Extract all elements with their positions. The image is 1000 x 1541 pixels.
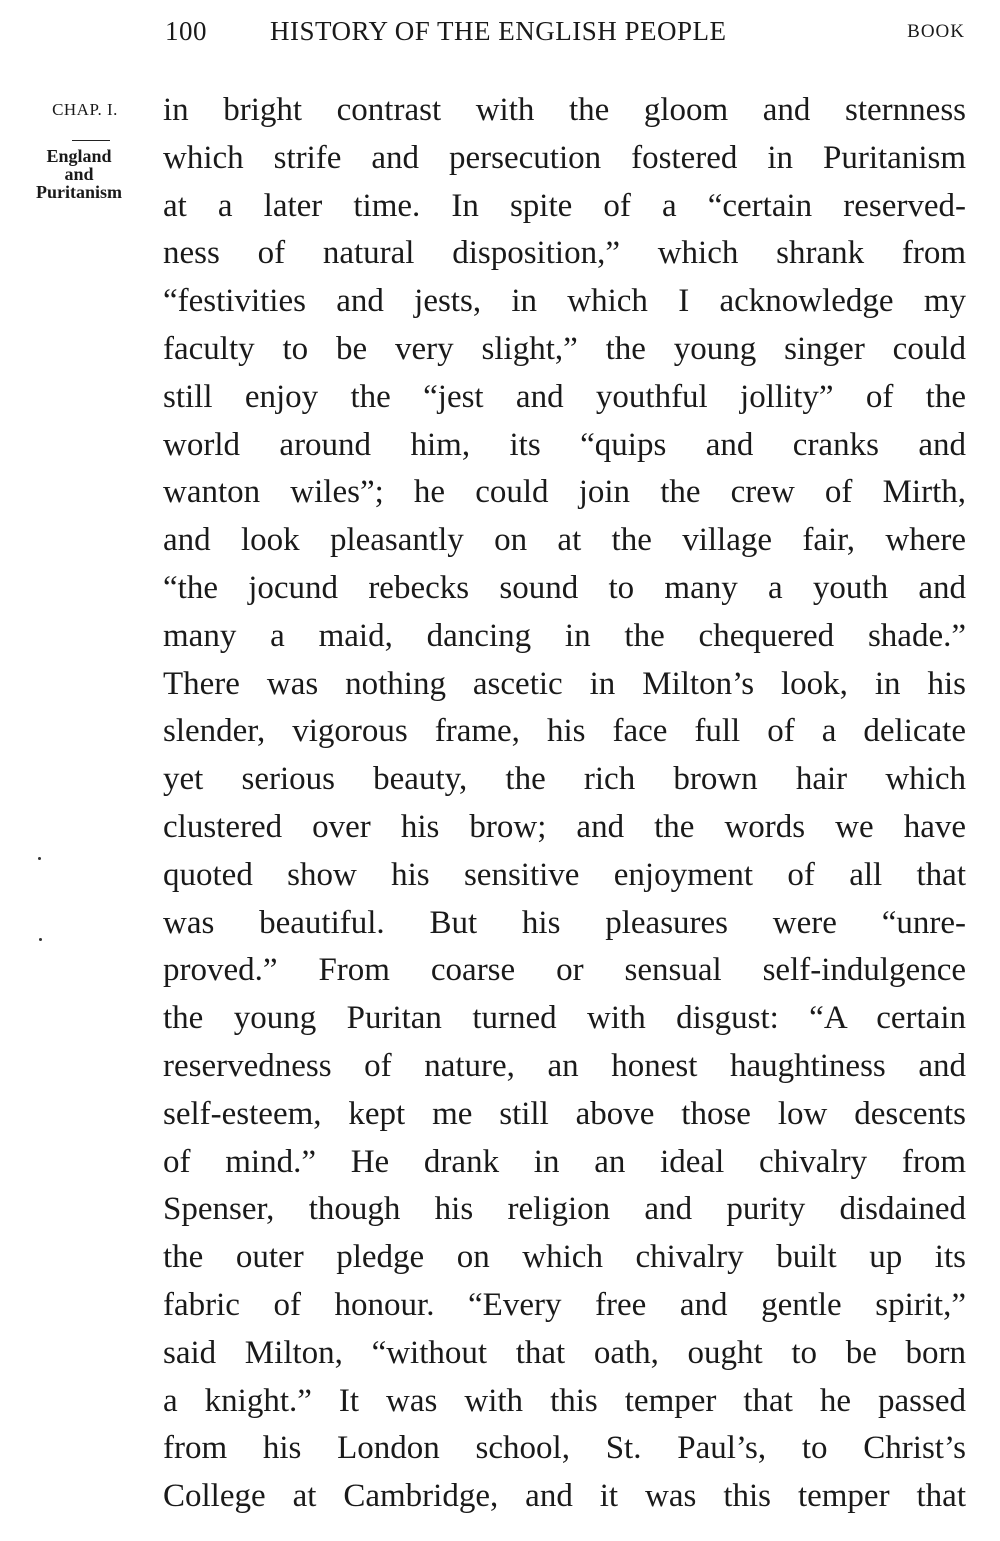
text-line: from his London school, St. Paul’s, to Christ’s	[163, 1430, 966, 1467]
text-line: world around him, its “quips and cranks and	[163, 426, 966, 463]
text-line: in bright contrast with the gloom and sternness	[163, 92, 966, 128]
text-line: “the jocund rebecks sound to many a youth and	[163, 569, 966, 606]
body-text	[163, 87, 966, 1521]
text-line: proved.” From coarse or sensual self-indulgence	[163, 952, 966, 989]
text-line: of mind.” He drank in an ideal chivalry from	[163, 1143, 966, 1180]
text-line: “festivities and jests, in which I acknowledge my	[163, 283, 966, 320]
text-line: There was nothing ascetic in Milton’s look, in his	[163, 665, 966, 702]
text-line: self-esteem, kept me still above those low descents	[163, 1095, 966, 1132]
text-line: a knight.” It was with this temper that he passed	[163, 1382, 966, 1419]
text-line: ness of natural disposition,” which shrank from	[163, 235, 966, 272]
text-line: the outer pledge on which chivalry built up its	[163, 1239, 966, 1276]
text-line: was beautiful. But his pleasures were “unre-	[163, 904, 966, 941]
margin-rule	[72, 140, 110, 141]
text-line: faculty to be very slight,” the young singer could	[163, 330, 966, 367]
text-line: yet serious beauty, the rich brown hair which	[163, 761, 966, 798]
margin-speck	[38, 857, 41, 860]
page-number: 100	[165, 16, 207, 46]
text-line: College at Cambridge, and it was this temper that	[163, 1478, 966, 1515]
margin-topic-line: and	[64, 164, 94, 184]
margin-speck	[39, 938, 42, 941]
page-header	[165, 16, 965, 56]
text-line: many a maid, dancing in the chequered shade.”	[163, 617, 966, 654]
text-line: wanton wiles”; he could join the crew of Mirth,	[163, 474, 966, 511]
text-line: the young Puritan turned with disgust: “A certain	[163, 1000, 966, 1037]
text-line: which strife and persecution fostered in Puritanism	[163, 139, 966, 176]
book-label: BOOK	[907, 21, 965, 42]
chapter-label: CHAP. I.	[52, 100, 118, 119]
text-line: reservedness of nature, an honest haughtiness and	[163, 1047, 966, 1084]
text-line: clustered over his brow; and the words we have	[163, 808, 966, 845]
margin-topic-line: England	[46, 146, 112, 166]
text-line: slender, vigorous frame, his face full of a delicate	[163, 713, 966, 750]
text-line: said Milton, “without that oath, ought to be born	[163, 1334, 966, 1371]
text-line: fabric of honour. “Every free and gentle spirit,”	[163, 1286, 966, 1323]
text-line: at a later time. In spite of a “certain reserved-	[163, 187, 966, 224]
text-line: still enjoy the “jest and youthful jollity” of the	[163, 378, 966, 415]
margin-topic-line: Puritanism	[35, 182, 122, 202]
text-line: quoted show his sensitive enjoyment of all that	[163, 856, 966, 893]
text-line: Spenser, though his religion and purity disdained	[163, 1191, 966, 1228]
text-line: and look pleasantly on at the village fair, where	[163, 522, 966, 559]
margin-topic	[4, 147, 154, 201]
running-title: HISTORY OF THE ENGLISH PEOPLE	[270, 16, 727, 46]
